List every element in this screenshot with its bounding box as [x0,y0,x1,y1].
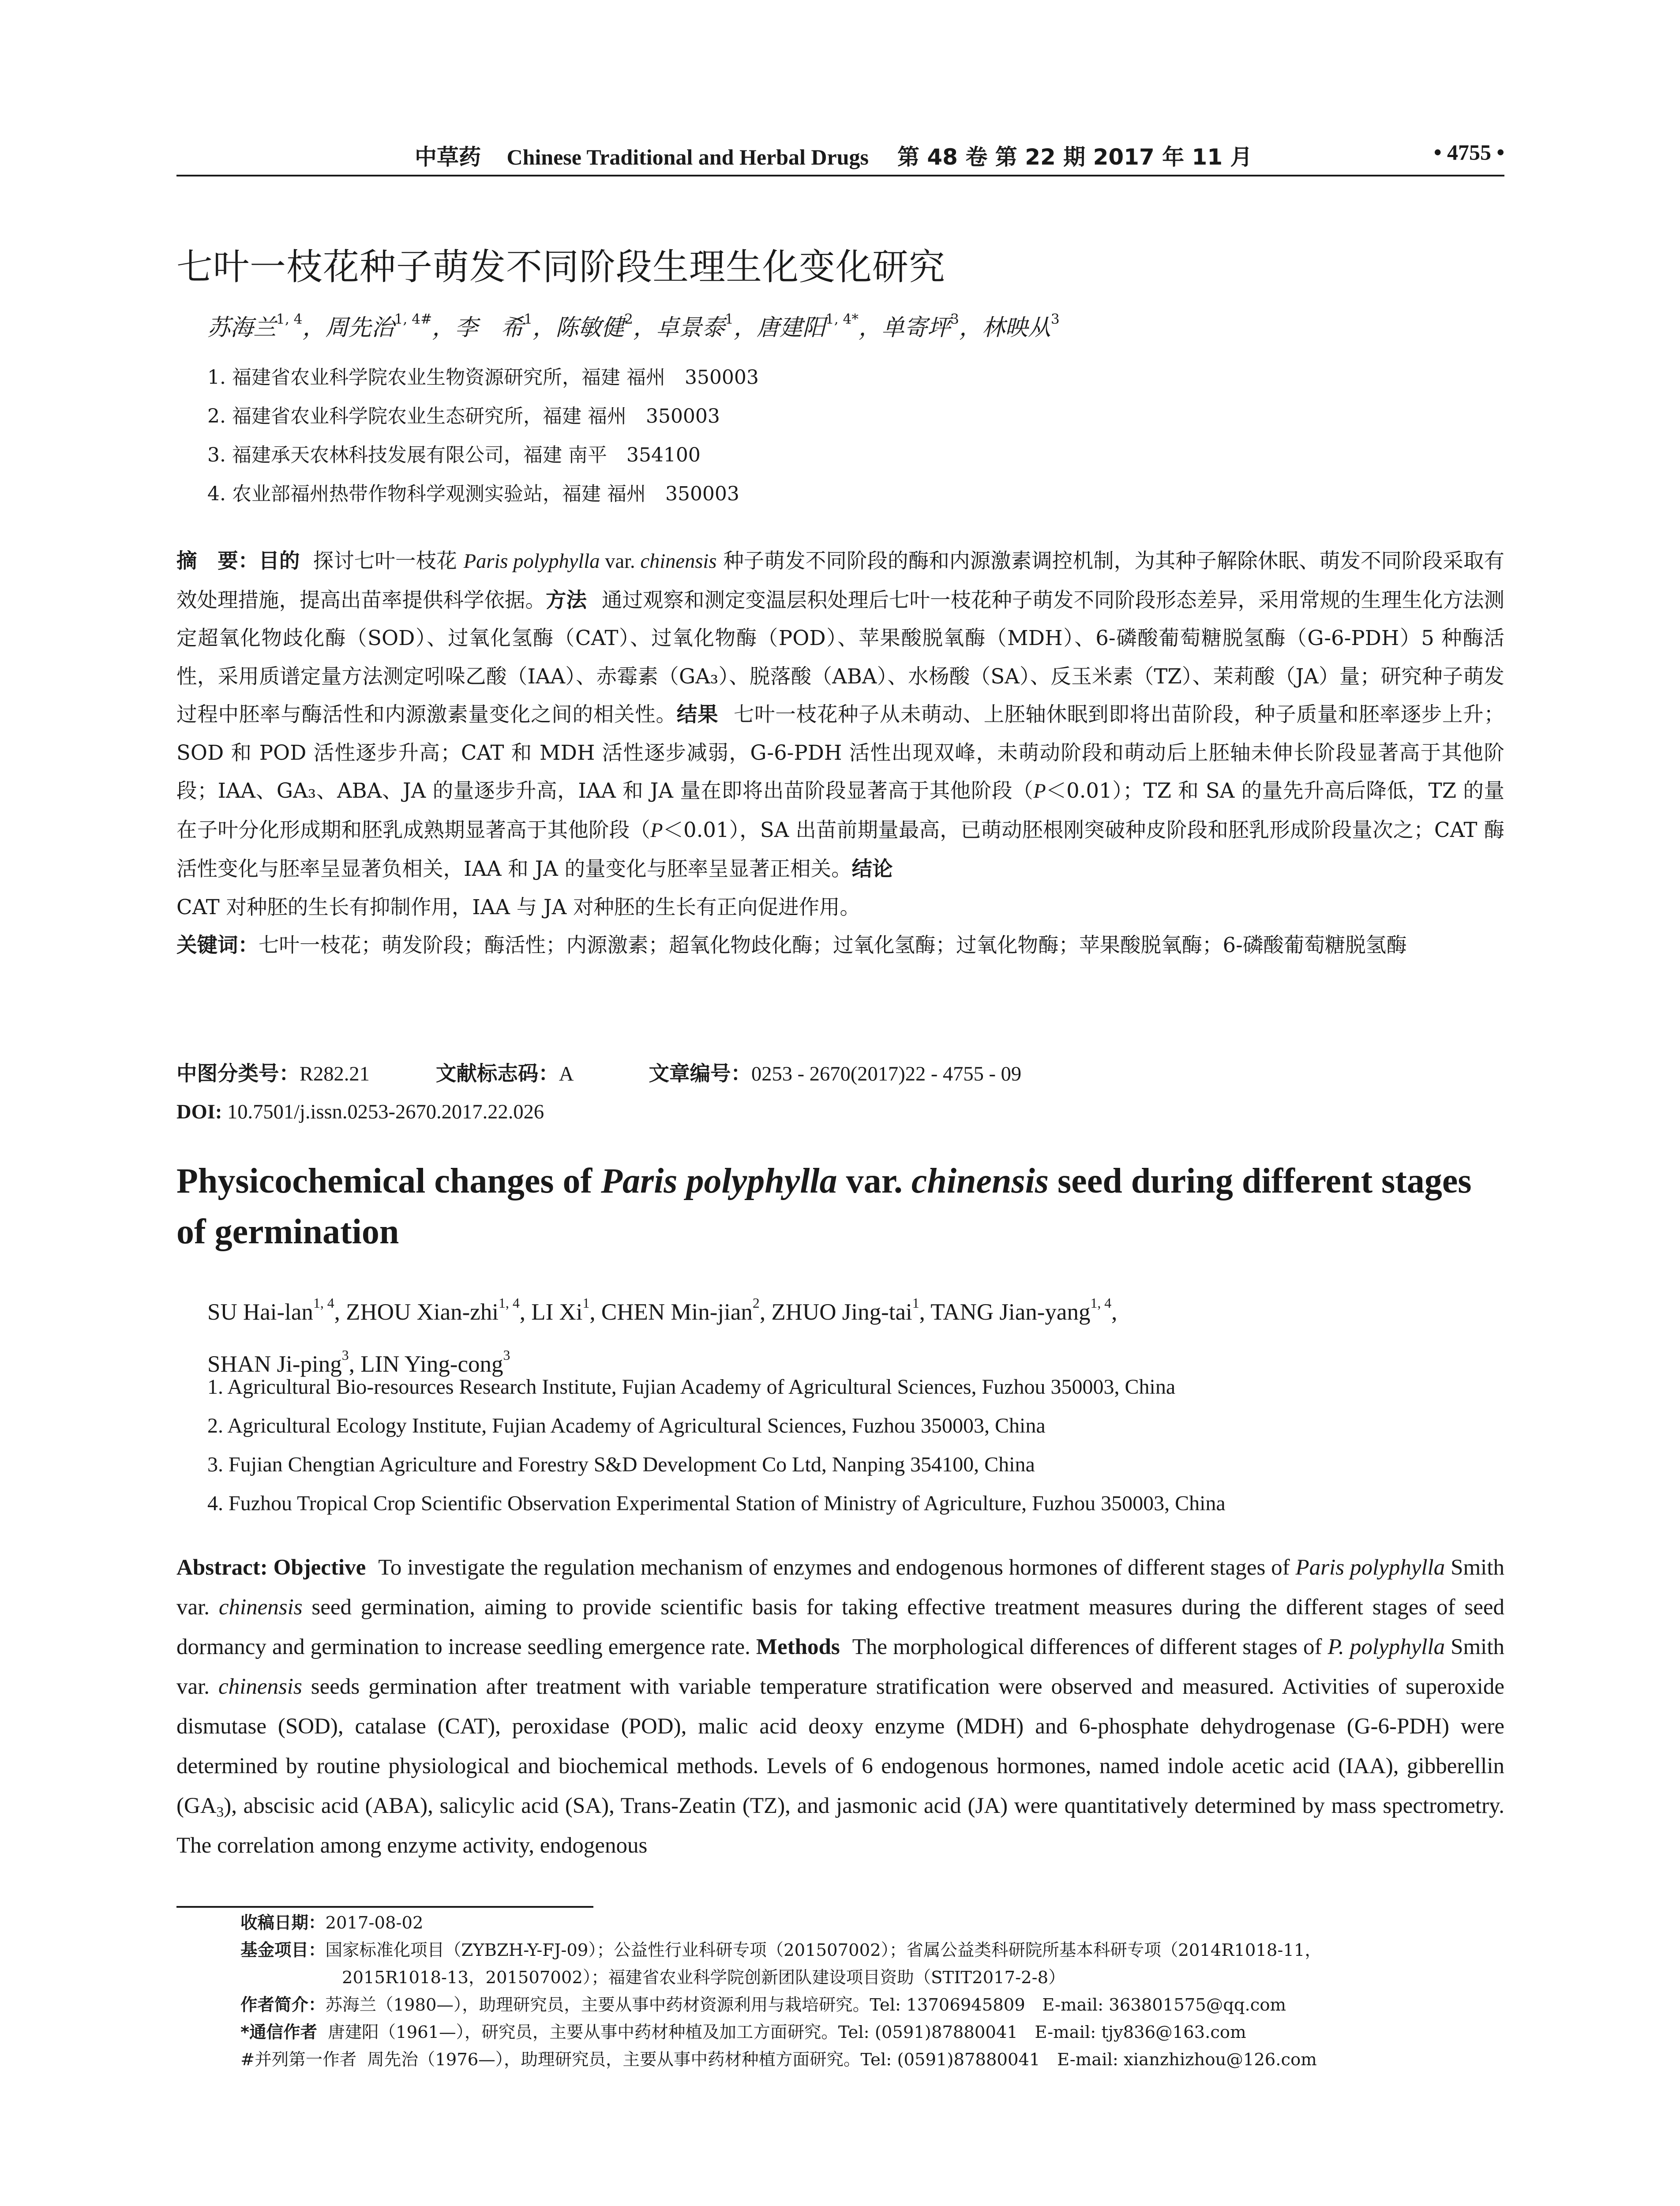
en-objective-b: Smith var. [176,1555,1504,1620]
en-author-affil-mark: 1 [582,1295,590,1311]
footnote-fund [240,1937,1507,1964]
cn-author-name: 林映从 [982,315,1051,341]
classification-line [176,1054,1021,1093]
cn-affiliation-line: 3. 福建承天农林科技发展有限公司，福建 南平 354100 [207,444,701,466]
chinese-title: 七叶一枝花种子萌发不同阶段生理生化变化研究 [176,246,946,288]
chinese-abstract [176,542,1504,964]
keywords-label: 关键词： [176,933,259,957]
footnote-rule [176,1906,593,1908]
en-author-separator: , [759,1299,772,1325]
cn-author-separator: ， [858,315,881,341]
corresponding-text: 唐建阳（1961—），研究员，主要从事中药材种植及加工方面研究。Tel: (0591)87880041 E-mail: tjy836@163.com [328,2022,1246,2042]
doc-code-label: 文献标志码： [435,1062,559,1085]
en-affiliation-line: 1. Agricultural Bio-resources Research Institute, Fujian Academy of Agricultural Sciences, Fuzhou 350003, China [207,1375,1176,1399]
cn-author-affil-mark: 1, 4* [825,311,859,327]
cn-author-affil-mark: 1, 4# [394,311,432,327]
header-rule [176,175,1504,176]
en-author-separator: , [1111,1299,1118,1325]
cn-affiliation-line: 1. 福建省农业科学院农业生物资源研究所，福建 福州 350003 [207,366,759,389]
cn-author-separator: ， [532,315,556,341]
english-title [176,1156,1504,1257]
p-value-symbol: P [1033,780,1046,803]
cn-author-name: 陈敏健 [555,315,625,341]
article-no-label: 文章编号： [649,1062,751,1085]
classification-block [176,1054,1021,1131]
en-author-affil-mark: 1, 4 [313,1295,334,1311]
cn-author-affil-mark: 3 [950,311,959,327]
english-abstract-label: Abstract: Objective [176,1555,366,1580]
en-methods-b: Smith var. [176,1635,1505,1699]
abstract-label: 摘 要： [176,549,259,573]
en-author-affil-mark: 2 [752,1295,760,1311]
en-author-name: LIN Ying-cong [360,1351,503,1377]
en-author-name: SU Hai-lan [207,1299,313,1325]
species-name: Paris polyphylla [463,550,600,573]
en-methods-label: Methods [756,1635,840,1659]
conclusion-label: 结论 [851,857,893,881]
received-label: 收稿日期： [240,1913,326,1933]
methods-text: 通过观察和测定变温层积处理后七叶一枝花种子萌发不同阶段形态差异，采用常规的生理生化方法测定超氧化物歧化酶（SOD）、过氧化氢酶（CAT）、过氧化物酶（POD）、苹果酸脱氧酶（MDH）、6-磷酸葡萄糖脱氢酶（G-6-PDH）5 种酶活性，采用质谱定量方法测定吲哚乙酸（IAA）、赤霉素（GA₃）、脱落酸（ABA）、水杨酸（SA）、反玉米素（TZ）、茉莉酸（JA）量；研究种子萌发过程中胚率与酶活性和内源激素量变化之间的相关性。 [176,588,1504,726]
cn-author-name: 单寄坪 [881,315,951,341]
results-text-a: 七叶一枝花种子从未萌动、上胚轴休眠到即将出苗阶段，种子质量和胚率逐步上升；SOD 和 POD 活性逐步升高；CAT 和 MDH 活性逐步减弱，G-6-PDH 活性出现双峰，未萌动阶段和萌动后上胚轴未伸长阶段显著高于其他阶段；IAA、GA₃、ABA、JA 的量逐步升高，IAA 和 JA 量在即将出苗阶段显著高于其他阶段（ [176,702,1505,803]
en-author-affil-mark: 1, 4 [499,1295,520,1311]
en-author-separator: , [919,1299,931,1325]
cn-author-name: 苏海兰 [207,315,277,341]
english-title-c: seed during different stages of germination [176,1162,1472,1251]
en-author-separator: , [334,1299,346,1325]
methods-label: 方法 [546,588,587,612]
journal-name-en: Chinese Traditional and Herbal Drugs [506,145,869,169]
en-species-abbr: P. polyphylla [1328,1635,1445,1659]
english-title-variety: chinensis [911,1162,1049,1201]
journal-name-cn: 中草药 [415,144,481,170]
english-authors-line-1 [207,1282,1117,1334]
cn-author-affil-mark: 3 [1050,311,1060,327]
received-date: 2017-08-02 [325,1913,424,1933]
cn-author-affil-mark: 1, 4 [276,311,303,327]
english-title-var: var. [837,1162,911,1201]
doi-link[interactable]: 10.7501/j.issn.0253-2670.2017.22.026 [222,1101,544,1123]
article-no-value: 0253 - 2670(2017)22 - 4755 - 09 [751,1063,1022,1085]
cn-author-separator: ， [302,315,326,341]
english-abstract [176,1548,1504,1865]
cn-author-separator: ， [733,315,757,341]
p-value-symbol: P [650,819,663,842]
footnote-received [240,1910,1507,1937]
var-text: var. [600,550,641,573]
en-affiliation-line: 2. Agricultural Ecology Institute, Fujian Academy of Agricultural Sciences, Fuzhou 350003, China [207,1414,1046,1437]
en-author-name: TANG Jian-yang [930,1299,1091,1325]
cn-author-separator: ， [959,315,982,341]
cn-author-separator: ， [432,315,455,341]
footnote-bio [240,1992,1507,2019]
en-author-separator: , [589,1299,601,1325]
results-label: 结果 [676,702,719,726]
cn-author-name: 李 希 [455,315,524,341]
cofirst-label: #并列第一作者 [240,2050,357,2070]
cn-author-separator: ， [633,315,656,341]
objective-text-a: 探讨七叶一枝花 [313,549,464,573]
cn-author-name: 卓景泰 [656,315,725,341]
chinese-author-list [207,309,1060,342]
chinese-abstract-body [176,542,1504,926]
results-text-c: ＜0.01），SA 出苗前期量最高，已萌动胚根刚突破种皮阶段和胚乳形成阶段量次之；CAT 酶活性变化与胚率呈显著负相关，IAA 和 JA 的量变化与胚率呈显著正相关。 [176,818,1505,881]
en-author-separator: , [519,1299,532,1325]
en-author-affil-mark: 1, 4 [1090,1295,1112,1311]
objective-text-b: 种子萌发不同阶段的酶和内源激素调控机制，为其种子解除休眠、萌发不同阶段采取有效处理措施，提高出苗率提供科学依据。 [176,549,1505,612]
en-author-name: SHAN Ji-ping [207,1351,342,1377]
english-affiliations [207,1368,1226,1523]
english-title-a: Physicochemical changes of [176,1162,601,1201]
footnotes [240,1910,1507,2074]
doi-line [176,1093,1021,1131]
results-text-b: ＜0.01）；TZ 和 SA 的量先升高后降低，TZ 的量在子叶分化形成期和胚乳成熟期显著高于其他阶段（ [176,779,1504,842]
en-variety-2: chinensis [218,1674,302,1699]
chinese-keywords [176,926,1504,964]
en-affiliation-line: 3. Fujian Chengtian Agriculture and Forestry S&D Development Co Ltd, Nanping 354100, China [207,1453,1035,1476]
en-species: Paris polyphylla [1295,1555,1445,1580]
en-variety: chinensis [218,1595,303,1620]
cn-author-affil-mark: 1 [725,311,734,327]
cn-author-affil-mark: 2 [624,311,633,327]
footnote-cofirst [240,2046,1507,2074]
en-author-name: LI Xi [531,1299,583,1325]
variety-name: chinensis [640,550,717,573]
journal-name [415,139,1252,171]
en-objective-c: seed germination, aiming to provide scientific basis for taking effective treatment measures during the different stages of seed dormancy and germination to increase seedling emergence rate. [176,1595,1505,1659]
page-number: • 4755 • [1433,140,1504,165]
english-title-species: Paris polyphylla [601,1162,837,1201]
en-author-name: CHEN Min-jian [601,1299,753,1325]
en-methods-d: ), abscisic acid (ABA), salicylic acid (SA), Trans-Zeatin (TZ), and jasmonic acid (JA) were quantitatively determined by mass spectrometry. The correlation among enzyme activity, endogenous [176,1793,1504,1858]
doc-code-value: A [559,1063,574,1085]
doi-label: DOI: [176,1101,222,1123]
fund-text-a: 国家标准化项目（ZYBZH-Y-FJ-09）；公益性行业科研专项（201507002）；省属公益类科研院所基本科研专项（2014R1018-11， [325,1940,1322,1960]
footnote-corresponding [240,2019,1507,2046]
fund-text-b: 2015R1018-13，201507002）；福建省农业科学院创新团队建设项目资助（STIT2017-2-8） [342,1968,1065,1988]
en-objective-a: To investigate the regulation mechanism of enzymes and endogenous hormones of different stages of [378,1555,1296,1580]
corresponding-label: *通信作者 [240,2022,318,2042]
bio-text: 苏海兰（1980—），助理研究员，主要从事中药材资源利用与栽培研究。Tel: 13706945809 E-mail: 363801575@qq.com [325,1995,1286,2015]
objective-label: 目的 [259,549,300,573]
ga-subscript: 3 [216,1804,224,1820]
en-author-affil-mark: 3 [341,1347,349,1363]
en-author-name: ZHOU Xian-zhi [346,1299,499,1325]
conclusion-text: CAT 对种胚的生长有抑制作用，IAA 与 JA 对种胚的生长有正向促进作用。 [176,895,861,919]
en-author-affil-mark: 3 [503,1347,510,1363]
running-header [176,139,1504,170]
clc-value: R282.21 [300,1063,370,1085]
en-affiliation-line: 4. Fuzhou Tropical Crop Scientific Observation Experimental Station of Ministry of Agriculture, Fuzhou 350003, China [207,1492,1226,1515]
bio-label: 作者简介： [240,1995,326,2015]
en-methods-c: seeds germination after treatment with variable temperature stratification were observed and measured. Activities of superoxide dismutase (SOD), catalase (CAT), peroxidase (POD), malic acid deoxy enzyme (MDH) and 6-phosphate dehydrogenase (G-6-PDH) were determined by routine physiological and biochemical methods. Levels of 6 endogenous hormones, named indole acetic acid (IAA), gibberellin (GA [176,1674,1504,1818]
cn-author-name: 周先治 [325,315,394,341]
footnote-fund-cont [240,1964,1507,1992]
cn-author-affil-mark: 1 [524,311,533,327]
en-author-name: ZHUO Jing-tai [771,1299,912,1325]
cn-affiliation-line: 2. 福建省农业科学院农业生态研究所，福建 福州 350003 [207,405,720,428]
cn-affiliation-line: 4. 农业部福州热带作物科学观测实验站，福建 福州 350003 [207,483,739,505]
clc-label: 中图分类号： [176,1062,300,1085]
en-author-separator: , [349,1351,361,1377]
chinese-affiliations [207,358,759,514]
en-methods-a: The morphological differences of different stages of [852,1635,1328,1659]
cn-author-name: 唐建阳 [756,315,825,341]
cofirst-text: 周先治（1976—），助理研究员，主要从事中药材种植方面研究。Tel: (0591)87880041 E-mail: xianzhizhou@126.com [367,2050,1317,2070]
en-author-affil-mark: 1 [912,1295,919,1311]
issue-info: 第 48 卷 第 22 期 2017 年 11 月 [897,144,1252,170]
fund-label: 基金项目： [240,1940,326,1960]
keywords-text: 七叶一枝花；萌发阶段；酶活性；内源激素；超氧化物歧化酶；过氧化氢酶；过氧化物酶；苹果酸脱氧酶；6-磷酸葡萄糖脱氢酶 [259,933,1407,957]
